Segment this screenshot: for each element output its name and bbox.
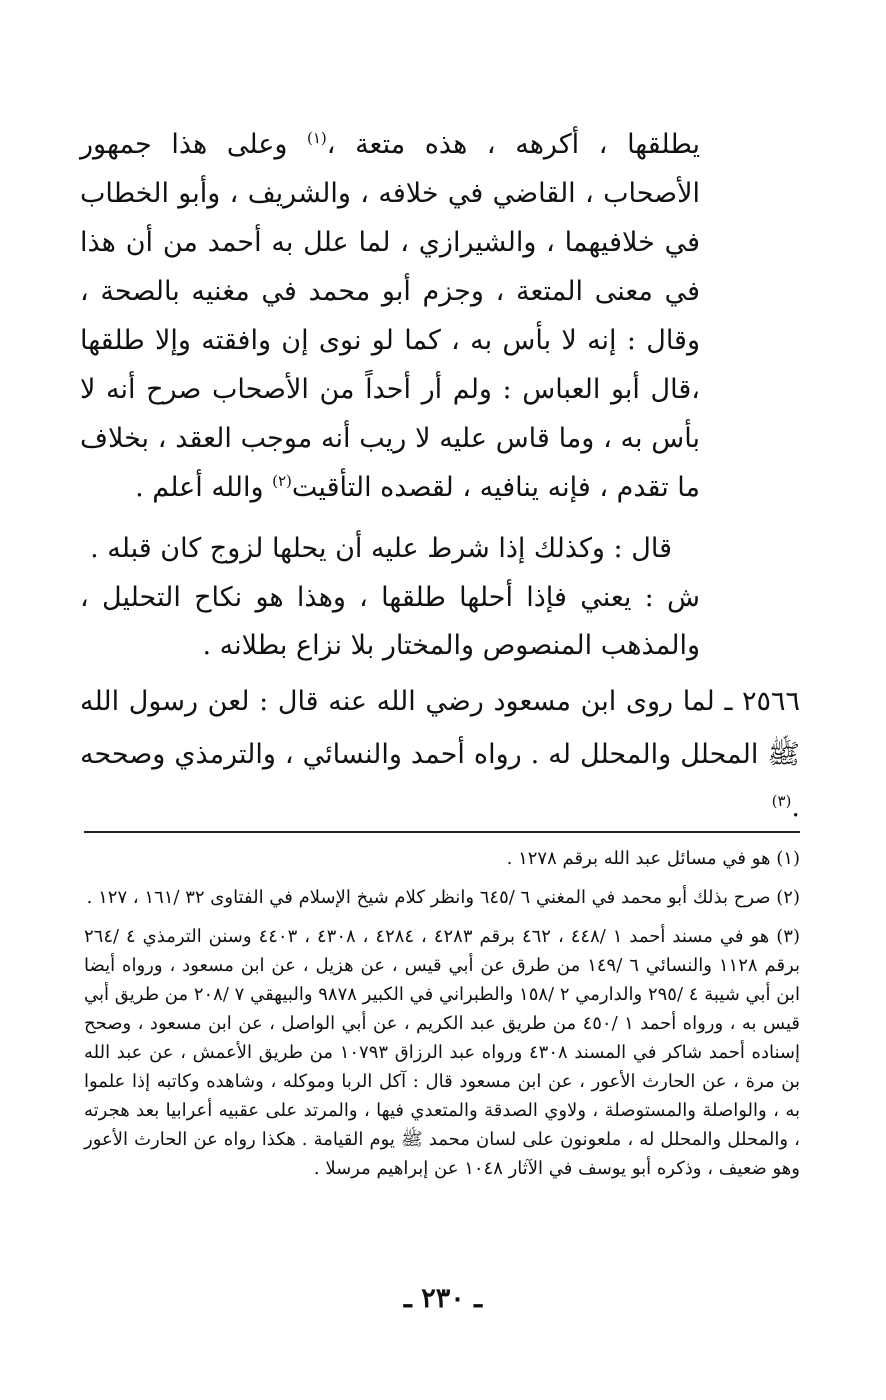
footnote-marker-1: (١) (307, 129, 327, 147)
footnotes-section (84, 844, 800, 1193)
page-number: ـ ٢٣٠ ـ (403, 1283, 483, 1314)
footnote-marker-3: (٣) (771, 792, 792, 810)
main-paragraph (80, 120, 700, 512)
main-text-part-2: وعلى هذا جمهور الأصحاب ، القاضي في خلافه ، والشريف ، وأبو الخطاب في خلافيهما ، والشيرازي ، لما علل به أحمد من أن هذا في معنى المتعة ، وجزم أبو محمد في مغنيه بالصحة ، وقال : إنه لا بأس به ، كما لو نوى إن وافقته وإلا طلقها ،قال أبو العباس : ولم أر أحداً من الأصحاب صرح أنه لا بأس به ، وما قاس عليه لا ريب أنه موجب العقد ، بخلاف ما تقدم ، فإنه ينافيه ، لقصده التأقيت (80, 129, 700, 503)
footnote-2: (٢) صرح بذلك أبو محمد في المغني ٦ /٦٤٥ وانظر كلام شيخ الإسلام في الفتاوى ٣٢ /١٦١ ، ١٢٧ . (86, 887, 800, 908)
footnote-1: (١) هو في مسائل عبد الله برقم ١٢٧٨ . (506, 848, 800, 869)
main-text-part-3: والله أعلم . (135, 472, 273, 503)
hadith-paragraph (80, 675, 800, 834)
footnote-3: (٣) هو في مسند أحمد ١ /٤٤٨ ، ٤٦٢ برقم ٤٢٨٣ ، ٤٢٨٤ ، ٤٣٠٨ ، ٤٤٠٣ وسنن الترمذي ٤ /٢٦٤ برقم ١١٢٨ والنسائي ٦ /١٤٩ من طرق عن أبي قيس ، عن هزيل ، عن ابن مسعود ، ورواه أيضا ابن أبي شيبة ٤ /٢٩٥ والدارمي ٢ /١٥٨ والطبراني في الكبير ٩٨٧٨ والبيهقي ٧ /٢٠٨ من طريق أبي قيس به ، ورواه أحمد ١ /٤٥٠ من طريق عبد الكريم ، عن أبي الواصل ، عن ابن مسعود ، وصحح إسناده أحمد شاكر في المسند ٤٣٠٨ ورواه عبد الرزاق ١٠٧٩٣ من طريق الأعمش ، عن عبد الله بن مرة ، عن الحارث الأعور ، عن ابن مسعود قال : آكل الربا وموكله ، وشاهده وكاتبه إذا علموا به ، والواصلة والمستوصلة ، ولاوي الصدقة والمتعدي فيها ، والمرتد على عقبيه أعرابيا بعد هجرته ، والمحلل والمحلل له ، ملعونون على لسان محمد ﷺ يوم القيامة . هكذا رواه عن الحارث الأعور وهو ضعيف ، وذكره أبو يوسف في الآثار ١٠٤٨ عن إبراهيم مرسلا . (84, 926, 801, 1179)
hadith-text: لما روى ابن مسعود رضي الله عنه قال : لعن رسول الله ﷺ المحلل والمحلل له . رواه أحمد والنسائي ، والترمذي وصححه . (80, 686, 800, 823)
main-text-part-1: يطلقها ، أكرهه ، هذه متعة ، (326, 129, 700, 160)
footnote-marker-2: (٢) (272, 472, 292, 490)
footnote-divider (84, 831, 800, 833)
hadith-number: ٢٥٦٦ ـ (724, 686, 801, 717)
commentary-paragraph: ش : يعني فإذا أحلها طلقها ، وهذا هو نكاح التحليل ، والمذهب المنصوص والمختار بلا نزاع بطلانه . (80, 582, 700, 661)
qala-paragraph: قال : وكذلك إذا شرط عليه أن يحلها لزوج كان قبله . (90, 533, 672, 564)
